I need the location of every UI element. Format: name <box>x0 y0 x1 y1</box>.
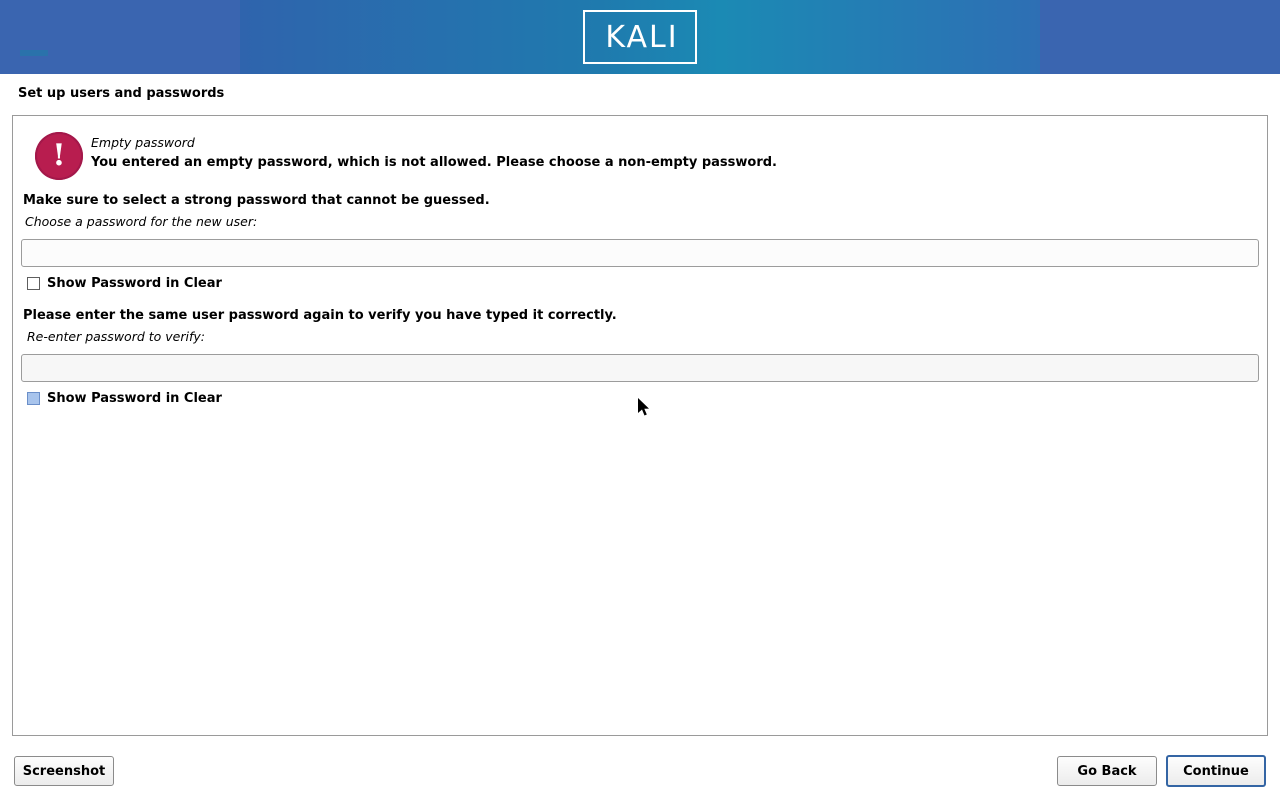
kali-logo-text: KALI <box>605 20 679 55</box>
mouse-cursor-icon <box>638 398 650 417</box>
kali-logo-notch <box>20 50 48 56</box>
show-password-2-checkbox[interactable] <box>27 392 40 405</box>
error-title: Empty password <box>91 135 195 150</box>
screenshot-button[interactable]: Screenshot <box>14 756 114 786</box>
verify-password-note: Please enter the same user password again to verify you have typed it correctly. <box>23 308 617 323</box>
installer-panel <box>12 115 1268 736</box>
show-password-1-checkbox[interactable] <box>27 277 40 290</box>
password-input[interactable] <box>21 239 1259 267</box>
go-back-button[interactable]: Go Back <box>1057 756 1157 786</box>
exclamation-icon <box>35 132 83 180</box>
kali-logo <box>583 10 697 64</box>
error-body: You entered an empty password, which is not allowed. Please choose a non-empty password. <box>91 155 777 170</box>
show-password-1-label: Show Password in Clear <box>47 276 222 291</box>
continue-button[interactable]: Continue <box>1166 755 1266 787</box>
verify-password-label: Re-enter password to verify: <box>27 329 205 344</box>
show-password-2-label: Show Password in Clear <box>47 391 222 406</box>
verify-password-input[interactable] <box>21 354 1259 382</box>
page-title: Set up users and passwords <box>18 86 225 101</box>
strong-password-note: Make sure to select a strong password that cannot be guessed. <box>23 193 490 208</box>
error-message-block <box>23 124 1253 184</box>
exclamation-glyph: ! <box>52 138 66 173</box>
password-label: Choose a password for the new user: <box>25 214 258 229</box>
kali-banner <box>0 0 1280 74</box>
